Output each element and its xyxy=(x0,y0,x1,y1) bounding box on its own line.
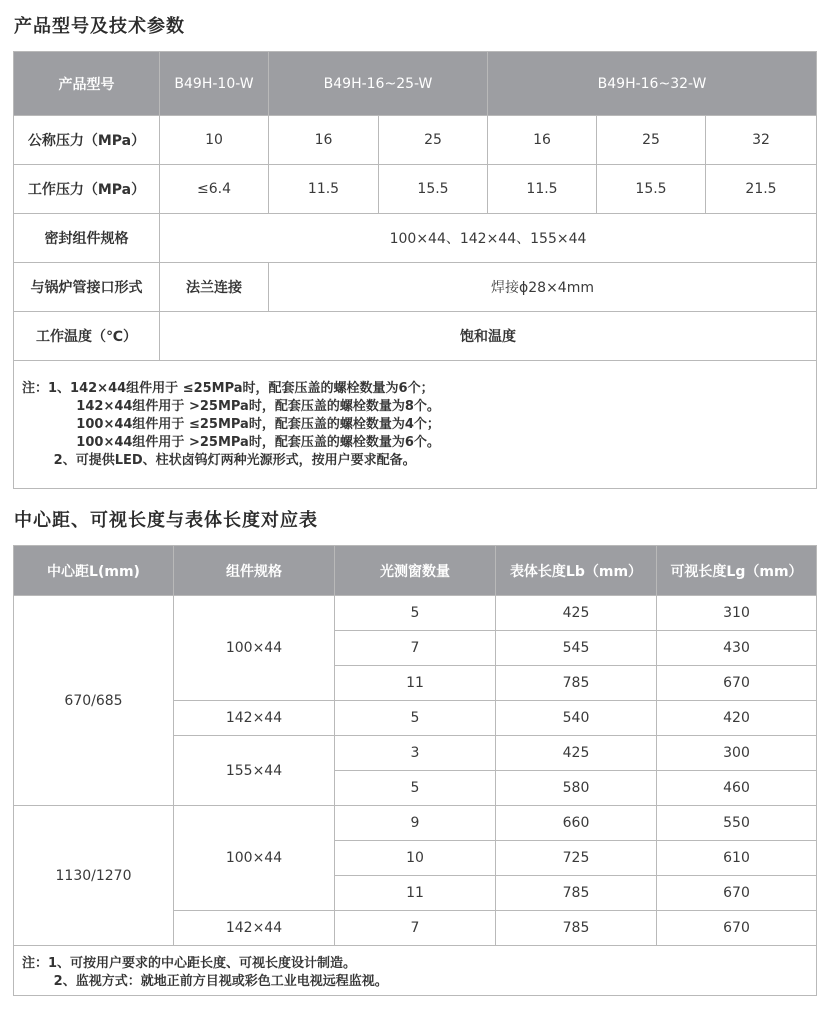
connection-flange: 法兰连接 xyxy=(160,263,269,312)
table-cell: 670 xyxy=(657,911,817,946)
table-cell: 300 xyxy=(657,736,817,771)
table-cell: 785 xyxy=(496,666,657,701)
table-cell: 5 xyxy=(335,771,496,806)
specs-table xyxy=(13,51,817,489)
table-cell: 10 xyxy=(160,116,269,165)
center-distance-cell: 670/685 xyxy=(14,596,174,806)
table-cell: 420 xyxy=(657,701,817,736)
note-line: 100×44组件用于 >25MPa时，配套压盖的螺栓数量为6个。 xyxy=(22,435,440,450)
table-cell: 11.5 xyxy=(488,165,597,214)
table-cell: 545 xyxy=(496,631,657,666)
table-cell: 25 xyxy=(379,116,488,165)
note-line: 注：1、可按用户要求的中心距长度、可视长度设计制造。 xyxy=(22,956,357,971)
connection-row xyxy=(14,263,817,312)
working-temp-label: 工作温度（℃） xyxy=(14,312,160,361)
header-body-length: 表体长度Lb（mm） xyxy=(496,546,657,596)
component-spec-cell: 155×44 xyxy=(174,736,335,806)
model-b49h-16-32: B49H-16~32-W xyxy=(488,52,817,116)
table-cell: 10 xyxy=(335,841,496,876)
table-cell: 670 xyxy=(657,876,817,911)
note-line: 100×44组件用于 ≤25MPa时，配套压盖的螺栓数量为4个； xyxy=(22,417,440,432)
table-cell: 3 xyxy=(335,736,496,771)
table-cell: 11.5 xyxy=(269,165,379,214)
model-b49h-10: B49H-10-W xyxy=(160,52,269,116)
seal-spec-label: 密封组件规格 xyxy=(14,214,160,263)
table-row xyxy=(14,806,817,841)
model-b49h-16-25: B49H-16~25-W xyxy=(269,52,488,116)
component-spec-cell: 142×44 xyxy=(174,911,335,946)
table-cell: 785 xyxy=(496,911,657,946)
note-line: 2、监视方式：就地正前方目视或彩色工业电视远程监视。 xyxy=(22,974,388,989)
header-visible-length: 可视长度Lg（mm） xyxy=(657,546,817,596)
table-cell: 725 xyxy=(496,841,657,876)
table-cell: 32 xyxy=(706,116,817,165)
connection-label: 与锅炉管接口形式 xyxy=(14,263,160,312)
note-line: 注：1、142×44组件用于 ≤25MPa时，配套压盖的螺栓数量为6个； xyxy=(22,381,434,396)
length-table xyxy=(13,545,817,996)
table-cell: 21.5 xyxy=(706,165,817,214)
table-cell: ≤6.4 xyxy=(160,165,269,214)
table-cell: 11 xyxy=(335,666,496,701)
table-cell: 550 xyxy=(657,806,817,841)
working-pressure-label: 工作压力（MPa） xyxy=(14,165,160,214)
table-cell: 5 xyxy=(335,701,496,736)
table-cell: 15.5 xyxy=(379,165,488,214)
header-center-distance: 中心距L(mm) xyxy=(14,546,174,596)
connection-weld: 焊接ϕ28×4mm xyxy=(269,263,817,312)
table-cell: 460 xyxy=(657,771,817,806)
table-cell: 660 xyxy=(496,806,657,841)
section-title-lengths: 中心距、可视长度与表体长度对应表 xyxy=(14,510,318,531)
length-header-row xyxy=(14,546,817,596)
table-cell: 16 xyxy=(269,116,379,165)
table-cell: 540 xyxy=(496,701,657,736)
table-cell: 7 xyxy=(335,911,496,946)
table-cell: 9 xyxy=(335,806,496,841)
nominal-pressure-label: 公称压力（MPa） xyxy=(14,116,160,165)
table-row xyxy=(14,596,817,631)
table-cell: 610 xyxy=(657,841,817,876)
working-pressure-row xyxy=(14,165,817,214)
nominal-pressure-row xyxy=(14,116,817,165)
component-spec-cell: 142×44 xyxy=(174,701,335,736)
note-line: 142×44组件用于 >25MPa时，配套压盖的螺栓数量为8个。 xyxy=(22,399,440,414)
center-distance-cell: 1130/1270 xyxy=(14,806,174,946)
table-cell: 11 xyxy=(335,876,496,911)
table-cell: 15.5 xyxy=(597,165,706,214)
component-spec-cell: 100×44 xyxy=(174,806,335,911)
table-cell: 580 xyxy=(496,771,657,806)
header-model-label: 产品型号 xyxy=(14,52,160,116)
length-notes-row xyxy=(14,946,817,996)
working-temp-value: 饱和温度 xyxy=(160,312,817,361)
table-cell: 16 xyxy=(488,116,597,165)
seal-spec-row xyxy=(14,214,817,263)
specs-notes-row xyxy=(14,361,817,489)
table-cell: 785 xyxy=(496,876,657,911)
table-cell: 25 xyxy=(597,116,706,165)
seal-spec-value: 100×44、142×44、155×44 xyxy=(160,214,817,263)
table-cell: 7 xyxy=(335,631,496,666)
note-line: 2、可提供LED、柱状卤钨灯两种光源形式，按用户要求配备。 xyxy=(22,453,416,468)
table-cell: 430 xyxy=(657,631,817,666)
length-notes xyxy=(14,946,817,996)
table-cell: 310 xyxy=(657,596,817,631)
specs-notes xyxy=(14,361,817,489)
table-cell: 425 xyxy=(496,736,657,771)
section-title-specs: 产品型号及技术参数 xyxy=(14,16,185,37)
table-cell: 5 xyxy=(335,596,496,631)
working-temp-row xyxy=(14,312,817,361)
table-cell: 670 xyxy=(657,666,817,701)
table-cell: 425 xyxy=(496,596,657,631)
header-window-count: 光测窗数量 xyxy=(335,546,496,596)
component-spec-cell: 100×44 xyxy=(174,596,335,701)
header-component-spec: 组件规格 xyxy=(174,546,335,596)
specs-header-row xyxy=(14,52,817,116)
